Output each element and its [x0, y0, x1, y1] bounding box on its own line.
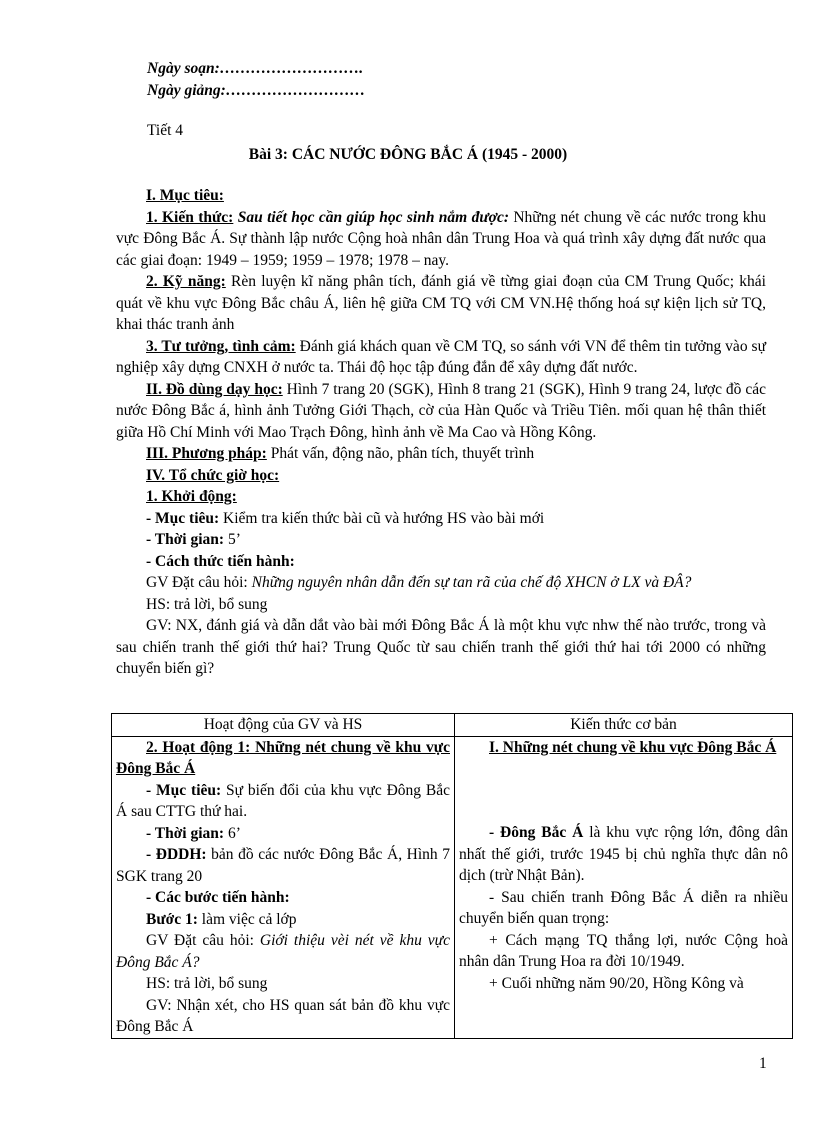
do-dung-paragraph: [116, 379, 766, 444]
khoi-dong-muc-tieu-label: - Mục tiêu:: [146, 509, 220, 527]
hd1-hs: HS: trả lời, bổ sung: [146, 975, 268, 992]
hd1-gv-question: [116, 930, 450, 973]
gv-question: Những nguyên nhân dẫn đến sự tan rã của chế độ XHCN ở LX và ĐÂ?: [251, 574, 692, 591]
hd1-buoc1-text: làm việc cả lớp: [197, 910, 297, 928]
hd1-gv-question-text: Giới thiệu vèi nét về khu vực Đông Bắc Á?: [116, 932, 450, 971]
khoi-dong-thoi-gian-text: 5’: [224, 531, 241, 548]
gv-prefix: GV Đặt câu hỏi:: [146, 574, 252, 591]
knowledge-cell: [455, 736, 793, 1038]
hd1-muc-tieu-label: - Mục tiêu:: [146, 781, 222, 799]
table-row: [112, 736, 793, 1038]
section-nhung-net-chung-text: I. Những nét chung về khu vực Đông Bắc Á: [489, 738, 777, 756]
kien-thuc-lead: Sau tiết học cần giúp học sinh nắm được:: [237, 208, 509, 226]
khoi-dong-text: 1. Khởi động:: [146, 488, 237, 505]
phuong-phap-paragraph: [116, 443, 766, 465]
hd1-thoi-gian-label: - Thời gian:: [146, 824, 225, 842]
tu-tuong-text: Đánh giá khách quan về CM TQ, so sánh với VN để thêm tin tưởng vào sự nghiệp xây dựng CNXH ở nước ta. Thái độ học tập đúng đắn để xây dựng đất nước.: [116, 337, 766, 376]
kien-thuc-label: 1. Kiến thức:: [146, 208, 234, 226]
khoi-dong-hs: HS: trả lời, bổ sung: [146, 595, 268, 613]
knowledge-item-4: + Cuối những năm 90/20, Hồng Kông và: [489, 974, 744, 992]
phuong-phap-label: III. Phương pháp:: [146, 445, 267, 462]
do-dung-text: Hình 7 trang 20 (SGK), Hình 8 trang 21 (SGK), Hình 9 trang 24, lược đồ các nước Đông Bắc á, hình ảnh Tưởng Giới Thạch, cờ của Hàn Quốc và Triều Tiên. mối quan hệ thân thiết giữa Hồ Chí Minh với Mao Trạch Đông, hình ảnh về Ma Cao và Hồng Kông.: [116, 380, 766, 441]
hd1-cac-buoc-label: - Các bước tiến hành:: [146, 889, 290, 906]
heading-muc-tieu: I. Mục tiêu:: [146, 187, 224, 204]
phuong-phap-text: Phát vấn, động não, phân tích, thuyết trình: [266, 445, 535, 462]
lesson-period: Tiết 4: [147, 122, 184, 139]
ky-nang-text: Rèn luyện kĩ năng phân tích, đánh giá về từng giai đoạn của CM Trung Quốc; khái quát về khu vực Đông Bắc châu Á, liên hệ giữa CM TQ với CM VN.Hệ thống hoá sự kiện lịch sử TQ, khai thác tranh ảnh: [116, 273, 766, 333]
hd1-gv-prefix: GV Đặt câu hỏi:: [146, 932, 260, 949]
table-header-activities: Hoạt động của GV và HS: [112, 714, 455, 737]
hd1-dddh: [116, 844, 450, 887]
ky-nang-label: 2. Kỹ năng:: [146, 273, 226, 290]
section-muc-tieu: [116, 185, 766, 207]
hd1-muc-tieu-text: Sự biến đổi của khu vực Đông Bắc Á sau CTTG thứ hai.: [116, 781, 450, 820]
ngay-giang: Ngày giảng:………………………: [147, 82, 366, 99]
to-chuc-heading-text: IV. Tổ chức giờ học:: [146, 466, 280, 484]
khoi-dong-muc-tieu: [116, 508, 766, 530]
lesson-title: Bài 3: CÁC NƯỚC ĐÔNG BẮC Á (1945 - 2000): [248, 146, 568, 163]
knowledge-item-3: + Cách mạng TQ thắng lợi, nước Cộng hoà nhân dân Trung Hoa ra đời 10/1949.: [459, 931, 788, 970]
hd1-title-text: 2. Hoạt động 1: Những nét chung về khu vực Đông Bắc Á: [116, 738, 450, 777]
hd1-thoi-gian: [116, 823, 450, 845]
table-header-knowledge: Kiến thức cơ bản: [455, 714, 793, 737]
khoi-dong-thoi-gian: [116, 529, 766, 551]
knowledge-item-1-text: là khu vực rộng lớn, đông dân nhất thế giới, trước 1945 bị chủ nghĩa thực dân nô dịch (trừ Nhật Bản).: [459, 824, 788, 884]
khoi-dong-cach-thuc-label: - Cách thức tiến hành:: [146, 552, 295, 570]
hd1-dddh-text: bản đồ các nước Đông Bắc Á, Hình 7 SGK trang 20: [116, 846, 450, 885]
hd1-cac-buoc: [116, 887, 450, 909]
to-chuc-heading: [116, 465, 766, 487]
section-nhung-net-chung: [459, 737, 788, 759]
hd1-thoi-gian-text: 6’: [224, 824, 241, 842]
tu-tuong-paragraph: [116, 336, 766, 379]
hd1-buoc1-label: Bước 1:: [146, 910, 198, 928]
activities-cell: [112, 736, 455, 1038]
hd1-dddh-label: - ĐDDH:: [146, 846, 207, 863]
knowledge-item-1: [459, 822, 788, 887]
khoi-dong-gv-question: [116, 572, 766, 594]
hd1-muc-tieu: [116, 780, 450, 823]
do-dung-label: II. Đồ dùng dạy học:: [146, 380, 283, 398]
kien-thuc-paragraph: [116, 207, 766, 272]
khoi-dong-heading: [116, 486, 766, 508]
ky-nang-paragraph: [116, 271, 766, 336]
lesson-body: [116, 185, 766, 680]
tu-tuong-label: 3. Tư tưởng, tình cảm:: [146, 337, 296, 355]
khoi-dong-gv-nx: GV: NX, đánh giá và dẫn dắt vào bài mới Đông Bắc Á là một khu vực nhw thế nào trước, trong và sau chiến tranh thế giới thứ hai? Trung Quốc từ sau chiến tranh thế giới thứ hai tới 2000 có những chuyển biến gì?: [116, 617, 766, 677]
khoi-dong-thoi-gian-label: - Thời gian:: [146, 531, 225, 548]
hd1-title: [116, 737, 450, 780]
knowledge-item-1-label: - Đông Bắc Á: [489, 824, 584, 841]
khoi-dong-cach-thuc: [116, 551, 766, 573]
page-number: 1: [759, 1055, 767, 1072]
kien-thuc-text: Những nét chung về các nước trong khu vực Đông Bắc Á. Sự thành lập nước Cộng hoà nhân dân Trung Hoa và quá trình xây dựng đất nước qua các giai đoạn: 1949 – 1959; 1959 – 1978; 1978 – nay.: [116, 208, 767, 269]
lesson-table: [111, 713, 793, 1039]
hd1-gv-nx: GV: Nhận xét, cho HS quan sát bản đồ khu vực Đông Bắc Á: [116, 996, 450, 1035]
ngay-soan: Ngày soạn:……………………….: [147, 60, 364, 77]
table-header-row: [112, 714, 793, 737]
knowledge-item-2: - Sau chiến tranh Đông Bắc Á diễn ra nhiều chuyển biến quan trọng:: [459, 888, 788, 927]
khoi-dong-muc-tieu-text: Kiểm tra kiến thức bài cũ và hướng HS vào bài mới: [219, 509, 545, 527]
cell-spacer: [459, 758, 788, 822]
hd1-buoc1: [116, 909, 450, 931]
